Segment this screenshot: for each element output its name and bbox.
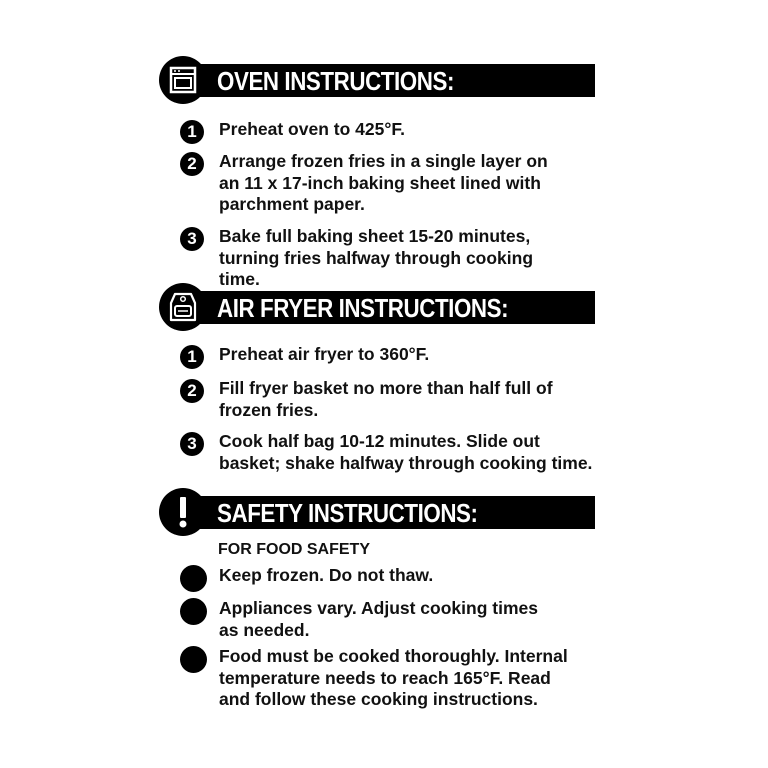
safety-item-text: Keep frozen. Do not thaw. (219, 565, 434, 585)
step-number-badge: 2 (180, 379, 204, 403)
step-number-badge: 3 (180, 432, 204, 456)
step-text: Preheat oven to 425°F. (219, 119, 405, 139)
step-number-badge: 1 (180, 345, 204, 369)
safety-item-text: Appliances vary. Adjust cooking times as needed. (219, 598, 538, 640)
food-safety-subheading: FOR FOOD SAFETY (218, 541, 370, 558)
step-text: Fill fryer basket no more than half full of frozen fries. (219, 378, 553, 420)
step-text: Bake full baking sheet 15-20 minutes, turning fries halfway through cooking time. (219, 226, 534, 289)
safety-item-text: Food must be cooked thoroughly. Internal temperature needs to reach 165°F. Read and follow these cooking instructions. (219, 646, 568, 709)
air-fryer-instructions-title: AIR FRYER INSTRUCTIONS: (217, 293, 509, 323)
oven-instructions-header (159, 56, 595, 104)
air-fryer-icon (159, 283, 207, 331)
oven-icon (159, 56, 207, 104)
safety-instructions-header (159, 488, 595, 536)
bullet-dot (180, 598, 207, 625)
exclamation-icon (159, 488, 207, 536)
bullet-dot (180, 646, 207, 673)
bullet-dot (180, 565, 207, 592)
step-number-badge: 1 (180, 120, 204, 144)
air-fryer-instructions-header (159, 283, 595, 331)
oven-instructions-title: OVEN INSTRUCTIONS: (217, 66, 454, 96)
step-text: Cook half bag 10-12 minutes. Slide out basket; shake halfway through cooking time. (219, 431, 593, 473)
step-text: Arrange frozen fries in a single layer on an 11 x 17-inch baking sheet lined with parchment paper. (219, 151, 548, 214)
step-text: Preheat air fryer to 360°F. (219, 344, 430, 364)
step-number-badge: 3 (180, 227, 204, 251)
step-number-badge: 2 (180, 152, 204, 176)
safety-instructions-title: SAFETY INSTRUCTIONS: (217, 498, 478, 528)
